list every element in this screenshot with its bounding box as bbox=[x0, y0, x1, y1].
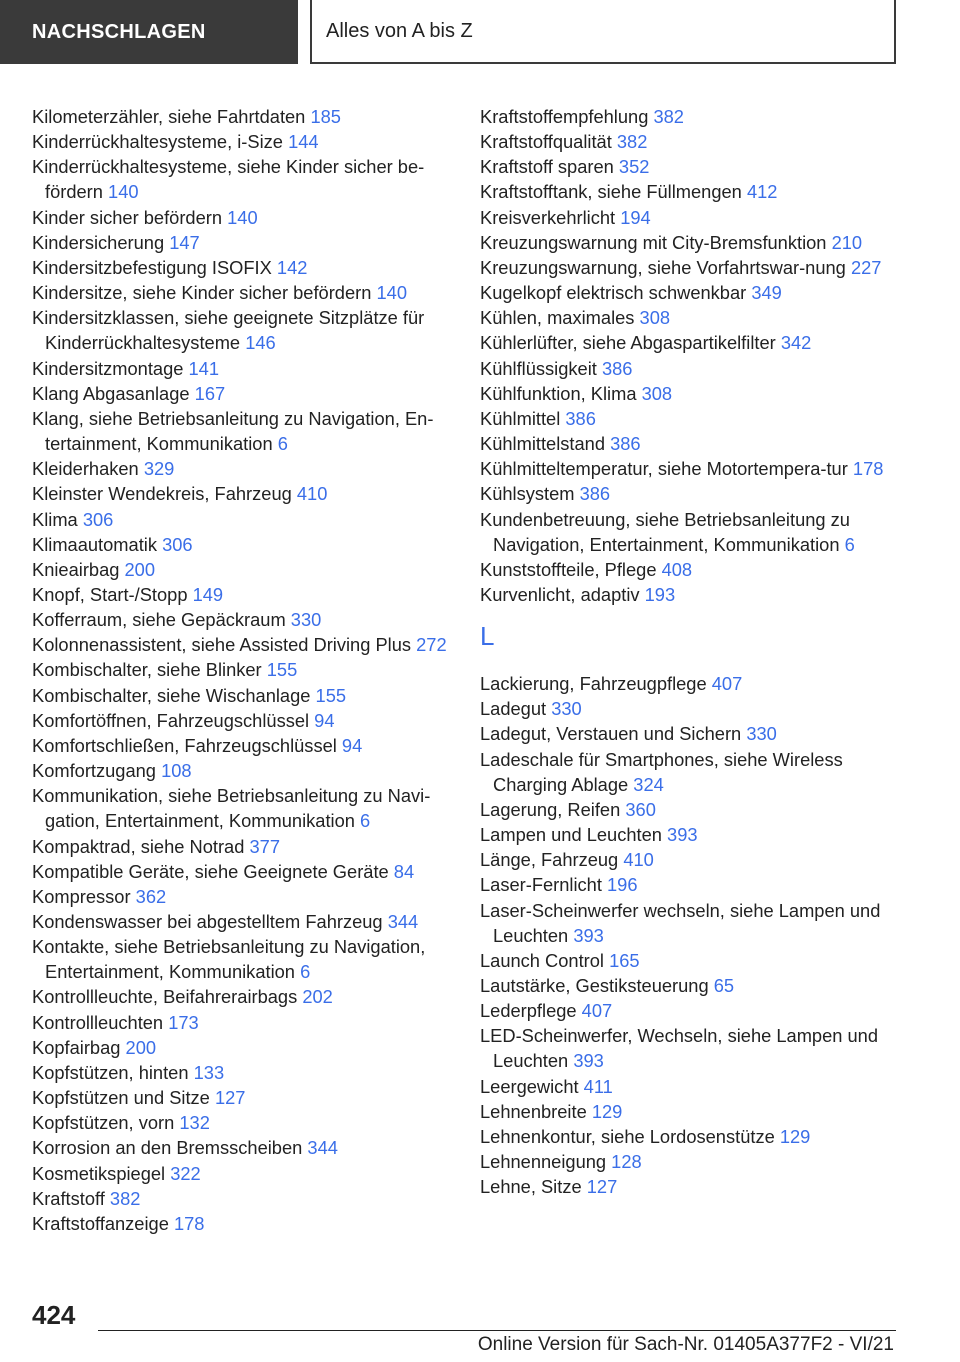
index-entry-term: Kühlerlüfter, siehe Abgaspartikelfilter bbox=[480, 332, 776, 354]
index-entry bbox=[480, 356, 900, 381]
index-entry-term: Kraftstoffempfehlung bbox=[480, 106, 649, 127]
index-entry bbox=[32, 859, 452, 884]
index-entry-page-link[interactable]: 362 bbox=[135, 885, 167, 907]
index-entry-term: Ladegut, Verstauen und Sichern bbox=[480, 723, 742, 745]
index-entry bbox=[32, 783, 452, 833]
index-entry-page-link[interactable]: 330 bbox=[746, 723, 777, 745]
index-entry-term: Lagerung, Reifen bbox=[480, 798, 621, 820]
index-entry-page-link[interactable]: 377 bbox=[249, 835, 280, 857]
index-entry bbox=[480, 255, 900, 280]
index-entry-page-link[interactable]: 144 bbox=[288, 131, 319, 153]
index-entry-term: Klang, siehe Betriebsanleitung zu Navigation, En-tertainment, Kommunikation bbox=[32, 407, 434, 455]
index-entry-term: Lackierung, Fahrzeugpflege bbox=[480, 673, 707, 695]
index-entry bbox=[32, 1085, 452, 1110]
index-entry bbox=[32, 255, 452, 280]
index-entry bbox=[32, 104, 452, 129]
index-entry-term: Kühlmitteltemperatur, siehe Motortempera-tur bbox=[480, 458, 848, 480]
index-entry-term: Kleiderhaken bbox=[32, 458, 139, 480]
index-entry-term: Kühlfunktion, Klima bbox=[480, 382, 637, 404]
index-entry bbox=[32, 557, 452, 582]
index-entry bbox=[480, 557, 900, 582]
index-entry bbox=[480, 280, 900, 305]
index-entry-page-link[interactable]: 386 bbox=[579, 483, 611, 505]
index-entry-page-link[interactable]: 410 bbox=[623, 849, 654, 871]
index-entry-term: Kontakte, siehe Betriebsanleitung zu Navigation, Entertainment, Kommunikation bbox=[32, 936, 426, 983]
index-entry-page-link[interactable]: 127 bbox=[586, 1176, 618, 1198]
index-entry-page-link[interactable]: 128 bbox=[611, 1151, 642, 1173]
index-entry-page-link[interactable]: 94 bbox=[314, 709, 335, 731]
index-entry bbox=[32, 456, 452, 481]
section-tab-alles-von-a-bis-z[interactable]: Alles von A bis Z bbox=[310, 0, 896, 64]
index-entry bbox=[480, 179, 900, 204]
index-entry-term: Knopf, Start-/Stopp bbox=[32, 583, 188, 605]
index-entry-term: Leergewicht bbox=[480, 1075, 579, 1097]
index-entry-page-link[interactable]: 146 bbox=[245, 332, 276, 354]
index-entry-term: Kurvenlicht, adaptiv bbox=[480, 583, 640, 605]
index-entry-term: Ladeschale für Smartphones, siehe Wireless Charging Ablage bbox=[480, 748, 843, 795]
index-entry-term: Klimaautomatik bbox=[32, 533, 157, 555]
index-entry-page-link[interactable]: 141 bbox=[188, 357, 220, 379]
index-entry-term: Lehnenbreite bbox=[480, 1100, 587, 1122]
index-entry bbox=[480, 205, 900, 230]
index-entry-term: Laser-Scheinwerfer wechseln, siehe Lampen und Leuchten bbox=[480, 899, 881, 946]
index-entry bbox=[480, 847, 900, 872]
index-entry-term: Kunststoffteile, Pflege bbox=[480, 558, 657, 580]
index-group-l bbox=[480, 671, 900, 1199]
index-entry bbox=[32, 406, 452, 456]
index-entry-term: Kontrollleuchte, Beifahrerairbags bbox=[32, 986, 298, 1008]
index-entry-term: Kosmetikspiegel bbox=[32, 1162, 166, 1184]
index-entry bbox=[32, 129, 452, 154]
index-entry-term: Kindersitze, siehe Kinder sicher befördern bbox=[32, 282, 372, 304]
index-entry-term: Kopfstützen und Sitze bbox=[32, 1087, 210, 1109]
index-entry bbox=[480, 406, 900, 431]
index-entry-term: Korrosion an den Bremsscheiben bbox=[32, 1137, 303, 1159]
index-entry bbox=[480, 872, 900, 897]
index-entry-page-link[interactable]: 349 bbox=[751, 282, 782, 304]
index-entry-term: Kraftstoff bbox=[32, 1187, 105, 1209]
index-entry-page-link[interactable]: 200 bbox=[125, 1036, 157, 1058]
index-column-left bbox=[32, 104, 452, 1236]
index-entry-page-link[interactable]: 132 bbox=[179, 1112, 210, 1134]
index-entry bbox=[32, 481, 452, 506]
index-entry-term: Komfortschließen, Fahrzeugschlüssel bbox=[32, 734, 337, 756]
index-entry-page-link[interactable]: 272 bbox=[416, 634, 447, 656]
index-entry bbox=[32, 733, 452, 758]
index-entry-page-link[interactable]: 342 bbox=[780, 332, 812, 354]
index-entry-page-link[interactable]: 129 bbox=[779, 1125, 811, 1147]
index-entry bbox=[480, 696, 900, 721]
index-entry-term: Kraftstofftank, siehe Füllmengen bbox=[480, 181, 742, 203]
index-entry-term: Knieairbag bbox=[32, 558, 120, 580]
index-entry bbox=[32, 708, 452, 733]
index-entry bbox=[32, 154, 452, 204]
index-entry-page-link[interactable]: 411 bbox=[583, 1075, 613, 1097]
index-entry bbox=[32, 1010, 452, 1035]
index-entry-page-link[interactable]: 6 bbox=[277, 433, 288, 455]
index-entry-term: Kilometerzähler, siehe Fahrtdaten bbox=[32, 106, 306, 127]
index-entry-page-link[interactable]: 185 bbox=[310, 106, 341, 127]
index-entry bbox=[32, 1135, 452, 1160]
index-group-k bbox=[480, 104, 900, 607]
index-entry-term: Klima bbox=[32, 508, 78, 530]
index-entry-term: Ladegut bbox=[480, 698, 547, 720]
index-entry bbox=[480, 797, 900, 822]
index-entry-term: Kundenbetreuung, siehe Betriebsanleitung zu Navigation, Entertainment, Kommunikation bbox=[480, 508, 850, 555]
index-entry-page-link[interactable]: 393 bbox=[667, 824, 698, 846]
index-entry-page-link[interactable]: 306 bbox=[162, 533, 193, 555]
footer-divider bbox=[98, 1330, 896, 1331]
index-entry-page-link[interactable]: 386 bbox=[601, 357, 633, 379]
index-entry-page-link[interactable]: 322 bbox=[170, 1162, 201, 1184]
index-entry bbox=[32, 205, 452, 230]
footer-version-text: Online Version für Sach-Nr. 01405A377F2 - VI/21 bbox=[477, 1334, 894, 1355]
index-entry-term: Kühlflüssigkeit bbox=[480, 357, 597, 379]
index-entry-term: Kühlsystem bbox=[480, 483, 575, 505]
index-entry-term: Kindersitzbefestigung ISOFIX bbox=[32, 256, 272, 278]
index-entry-page-link[interactable]: 129 bbox=[591, 1100, 623, 1122]
index-entry-term: Komfortzugang bbox=[32, 760, 156, 782]
index-entry-page-link[interactable]: 108 bbox=[161, 760, 192, 782]
index-entry-page-link[interactable]: 324 bbox=[633, 773, 664, 795]
index-entry-term: Lehnenkontur, siehe Lordosenstütze bbox=[480, 1125, 775, 1147]
index-entry-term: Kraftstoff sparen bbox=[480, 156, 614, 178]
index-entry-page-link[interactable]: 407 bbox=[711, 673, 743, 695]
index-entry-page-link[interactable]: 352 bbox=[618, 156, 650, 178]
index-entry bbox=[480, 104, 900, 129]
index-entry bbox=[32, 356, 452, 381]
index-entry-term: Kinderrückhaltesysteme, siehe Kinder sicher be-fördern bbox=[32, 156, 425, 203]
index-entry-term: Kindersicherung bbox=[32, 231, 165, 253]
index-entry-term: Kombischalter, siehe Wischanlage bbox=[32, 684, 311, 706]
index-entry-page-link[interactable]: 393 bbox=[573, 924, 604, 946]
index-entry-page-link[interactable]: 165 bbox=[609, 949, 640, 971]
index-entry-term: Kraftstoffanzeige bbox=[32, 1212, 169, 1234]
index-entry bbox=[480, 747, 900, 797]
index-entry-page-link[interactable]: 149 bbox=[192, 583, 224, 605]
index-entry-term: Kreisverkehrlicht bbox=[480, 206, 616, 228]
index-entry-term: Kompatible Geräte, siehe Geeignete Geräte bbox=[32, 860, 389, 882]
index-entry bbox=[32, 632, 452, 657]
index-entry bbox=[480, 671, 900, 696]
index-entry-page-link[interactable]: 94 bbox=[341, 734, 363, 756]
index-entry bbox=[480, 456, 900, 481]
index-entry-page-link[interactable]: 386 bbox=[610, 433, 641, 455]
header bbox=[0, 0, 960, 66]
index-entry-page-link[interactable]: 167 bbox=[194, 382, 226, 404]
index-entry bbox=[32, 657, 452, 682]
index-entry bbox=[480, 898, 900, 948]
index-entry-page-link[interactable]: 308 bbox=[639, 307, 671, 329]
index-entry-term: Lehnenneigung bbox=[480, 1151, 607, 1173]
index-entry-term: LED-Scheinwerfer, Wechseln, siehe Lampen und Leuchten bbox=[480, 1025, 879, 1072]
index-entry-term: Komfortöffnen, Fahrzeugschlüssel bbox=[32, 709, 310, 731]
index-entry-term: Kühlen, maximales bbox=[480, 307, 635, 329]
page-number: 424 bbox=[32, 1300, 76, 1330]
index-entry-page-link[interactable]: 147 bbox=[169, 231, 200, 253]
index-entry-term: Launch Control bbox=[480, 949, 604, 971]
index-entry-page-link[interactable]: 173 bbox=[168, 1011, 199, 1033]
index-entry-term: Kopfstützen, hinten bbox=[32, 1061, 189, 1083]
index-entry-page-link[interactable]: 360 bbox=[625, 798, 656, 820]
index-entry bbox=[32, 507, 452, 532]
index-entry-term: Laser-Fernlicht bbox=[480, 874, 602, 896]
index-entry-term: Lederpflege bbox=[480, 1000, 577, 1022]
index-entry bbox=[32, 758, 452, 783]
index-entry-term: Kraftstoffqualität bbox=[480, 131, 612, 153]
index-entry bbox=[32, 1060, 452, 1085]
index-entry-page-link[interactable]: 330 bbox=[290, 609, 322, 631]
index-entry-page-link[interactable]: 127 bbox=[214, 1087, 246, 1109]
index-entry-term: Kühlmittel bbox=[480, 407, 561, 429]
index-entry-page-link[interactable]: 155 bbox=[315, 684, 347, 706]
index-entry-page-link[interactable]: 306 bbox=[82, 508, 114, 530]
index-entry bbox=[480, 1023, 900, 1073]
index-entry-term: Kinder sicher befördern bbox=[32, 206, 223, 228]
index-entry-page-link[interactable]: 194 bbox=[620, 206, 651, 228]
index-entry-page-link[interactable]: 140 bbox=[227, 206, 258, 228]
index-entry bbox=[480, 381, 900, 406]
index-entry-term: Länge, Fahrzeug bbox=[480, 849, 619, 871]
index-entry bbox=[32, 381, 452, 406]
index-entry-term: Kolonnenassistent, siehe Assisted Driving Plus bbox=[32, 634, 412, 656]
index-entry-term: Kleinster Wendekreis, Fahrzeug bbox=[32, 483, 292, 505]
index-entry-term: Lautstärke, Gestiksteuerung bbox=[480, 975, 709, 996]
index-entry-page-link[interactable]: 412 bbox=[746, 181, 778, 203]
index-entry bbox=[480, 507, 900, 557]
index-entry bbox=[480, 973, 900, 998]
index-entry-term: Kreuzungswarnung, siehe Vorfahrtswar-nung bbox=[480, 256, 846, 278]
index-entry bbox=[480, 230, 900, 255]
index-entry-page-link[interactable]: 382 bbox=[616, 131, 648, 153]
index-entry bbox=[32, 1211, 452, 1236]
index-entry bbox=[32, 607, 452, 632]
index-entry-term: Kondenswasser bei abgestelltem Fahrzeug bbox=[32, 911, 383, 932]
index-entry-page-link[interactable]: 308 bbox=[641, 382, 673, 404]
index-entry bbox=[32, 984, 452, 1009]
section-tab-nachschlagen[interactable]: NACHSCHLAGEN bbox=[0, 0, 298, 64]
index-entry-page-link[interactable]: 6 bbox=[844, 533, 855, 555]
index-entry-page-link[interactable]: 329 bbox=[143, 458, 175, 480]
index-entry-term: Kühlmittelstand bbox=[480, 433, 605, 455]
index-entry-page-link[interactable]: 210 bbox=[831, 231, 863, 253]
index-entry-page-link[interactable]: 344 bbox=[387, 911, 419, 932]
index-entry-term: Kombischalter, siehe Blinker bbox=[32, 659, 262, 681]
index-entry-page-link[interactable]: 155 bbox=[266, 659, 298, 681]
index-entry-term: Kompaktrad, siehe Notrad bbox=[32, 835, 245, 857]
index-entry bbox=[480, 1174, 900, 1199]
index-entry bbox=[480, 998, 900, 1023]
index-entry-page-link[interactable]: 393 bbox=[573, 1050, 604, 1072]
index-entry-page-link[interactable]: 6 bbox=[300, 961, 311, 983]
index-entry bbox=[32, 683, 452, 708]
index-entry bbox=[480, 305, 900, 330]
index-entry bbox=[32, 582, 452, 607]
index-entry-page-link[interactable]: 386 bbox=[565, 407, 596, 429]
index-entry bbox=[32, 1186, 452, 1211]
index-entry bbox=[480, 721, 900, 746]
index-entry-term: Kugelkopf elektrisch schwenkbar bbox=[480, 282, 747, 304]
index-entry bbox=[480, 154, 900, 179]
index-entry-page-link[interactable]: 408 bbox=[661, 558, 693, 580]
index-entry-term: Kontrollleuchten bbox=[32, 1011, 164, 1033]
index-entry-term: Kommunikation, siehe Betriebsanleitung zu Navi-gation, Entertainment, Kommunikation bbox=[32, 785, 431, 832]
index-column-right bbox=[480, 104, 900, 1199]
index-entry-page-link[interactable]: 133 bbox=[193, 1061, 225, 1083]
index-entry bbox=[480, 1149, 900, 1174]
index-entry-page-link[interactable]: 202 bbox=[302, 986, 333, 1008]
index-entry-page-link[interactable]: 330 bbox=[551, 698, 582, 720]
index-entry-page-link[interactable]: 410 bbox=[296, 483, 328, 505]
index-entry-page-link[interactable]: 196 bbox=[607, 874, 638, 896]
index-entry-page-link[interactable]: 178 bbox=[173, 1212, 205, 1234]
index-entry bbox=[480, 431, 900, 456]
index-entry bbox=[32, 834, 452, 859]
index-entry bbox=[480, 582, 900, 607]
index-entry-term: Kreuzungswarnung mit City-Bremsfunktion bbox=[480, 231, 827, 253]
index-entry bbox=[480, 822, 900, 847]
index-entry bbox=[32, 305, 452, 355]
index-entry-page-link[interactable]: 84 bbox=[393, 860, 415, 882]
index-entry bbox=[480, 129, 900, 154]
index-entry bbox=[32, 1035, 452, 1060]
index-entry bbox=[480, 1124, 900, 1149]
index-entry-page-link[interactable]: 193 bbox=[644, 583, 676, 605]
index-entry-term: Kindersitzmontage bbox=[32, 357, 184, 379]
index-entry-page-link[interactable]: 140 bbox=[376, 282, 408, 304]
index-entry-term: Lampen und Leuchten bbox=[480, 824, 662, 846]
index-entry-page-link[interactable]: 344 bbox=[307, 1137, 338, 1159]
index-entry-term: Klang Abgasanlage bbox=[32, 382, 190, 404]
index-entry-page-link[interactable]: 6 bbox=[360, 810, 371, 832]
index-entry bbox=[32, 1161, 452, 1186]
index-entry-term: Kopfairbag bbox=[32, 1036, 121, 1058]
index-entry-page-link[interactable]: 200 bbox=[124, 558, 156, 580]
index-entry-page-link[interactable]: 142 bbox=[276, 256, 308, 278]
index-entry-page-link[interactable]: 140 bbox=[108, 181, 139, 203]
index-entry-page-link[interactable]: 65 bbox=[713, 975, 735, 996]
index-entry-page-link[interactable]: 382 bbox=[109, 1187, 141, 1209]
index-entry-page-link[interactable]: 227 bbox=[850, 256, 882, 278]
index-entry-term: Kindersitzklassen, siehe geeignete Sitzplätze für Kinderrückhaltesysteme bbox=[32, 307, 425, 354]
index-entry bbox=[32, 280, 452, 305]
index-entry-term: Kompressor bbox=[32, 885, 131, 907]
index-entry-term: Kopfstützen, vorn bbox=[32, 1112, 175, 1134]
index-entry-page-link[interactable]: 178 bbox=[852, 458, 884, 480]
index-entry bbox=[32, 532, 452, 557]
index-entry-page-link[interactable]: 382 bbox=[653, 106, 684, 127]
index-entry bbox=[32, 884, 452, 909]
index-entry bbox=[480, 1099, 900, 1124]
index-entry bbox=[32, 1110, 452, 1135]
index-entry bbox=[480, 330, 900, 355]
index-entry-term: Lehne, Sitze bbox=[480, 1176, 582, 1198]
letter-heading-l: L bbox=[480, 621, 495, 652]
index-entry bbox=[32, 934, 452, 984]
index-entry-term: Kinderrückhaltesysteme, i-Size bbox=[32, 131, 283, 153]
index-entry bbox=[32, 230, 452, 255]
index-entry bbox=[480, 481, 900, 506]
index-entry bbox=[480, 948, 900, 973]
index-entry-term: Kofferraum, siehe Gepäckraum bbox=[32, 609, 286, 631]
index-entry-page-link[interactable]: 407 bbox=[581, 1000, 613, 1022]
index-entry bbox=[32, 909, 452, 934]
index-entry bbox=[480, 1074, 900, 1099]
